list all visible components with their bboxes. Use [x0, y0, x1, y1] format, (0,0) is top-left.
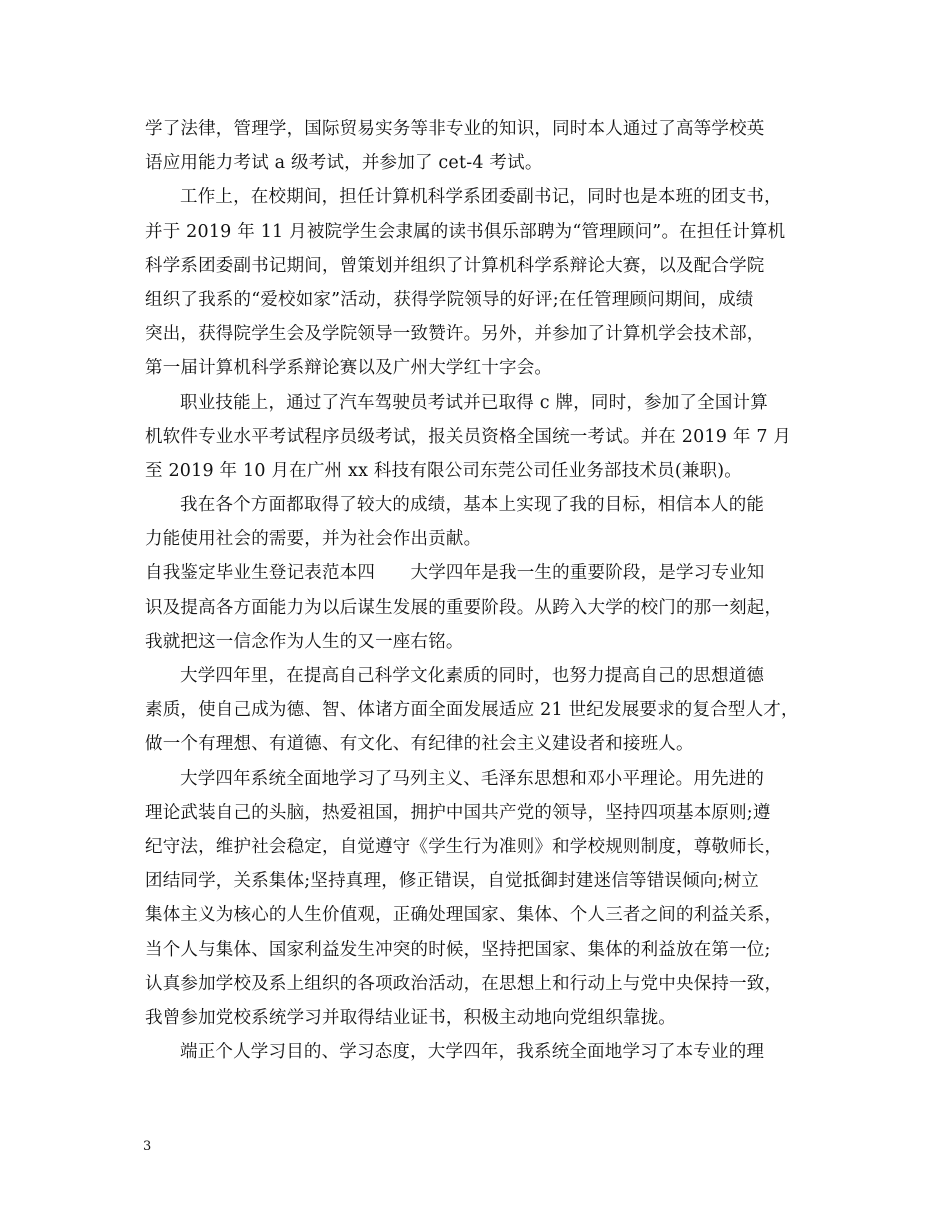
- text-line: 端正个人学习目的、学习态度，大学四年，我系统全面地学习了本专业的理: [180, 1042, 765, 1063]
- text-line: 我曾参加党校系统学习并取得结业证书，积极主动地向党组织靠拢。: [145, 1007, 676, 1028]
- text-line: 职业技能上，通过了汽车驾驶员考试并已取得 c 牌，同时，参加了全国计算: [180, 392, 768, 413]
- page-number: 3: [143, 1139, 152, 1154]
- text-line: 力能使用社会的需要，并为社会作出贡献。: [145, 529, 482, 550]
- text-line: 做一个有理想、有道德、有文化、有纪律的社会主义建设者和接班人。: [145, 734, 694, 755]
- text-line: 学了法律，管理学，国际贸易实务等非专业的知识，同时本人通过了高等学校英: [145, 119, 765, 139]
- text-line: 工作上，在校期间，担任计算机科学系团委副书记，同时也是本班的团支书，: [180, 187, 782, 208]
- text-line: 纪守法，维护社会稳定，自觉遵守《学生行为准则》和学校规则制度，尊敬师长，: [145, 836, 783, 857]
- text-line: 大学四年里，在提高自己科学文化素质的同时，也努力提高自己的思想道德: [180, 666, 765, 686]
- text-line: 理论武装自己的头脑，热爱祖国，拥护中国共产党的领导，坚持四项基本原则;遵: [145, 802, 771, 823]
- text-line: 我就把这一信念作为人生的又一座右铭。: [145, 631, 464, 652]
- text-line: 大学四年系统全面地学习了马列主义、毛泽东思想和邓小平理论。用先进的: [180, 768, 765, 789]
- document-body: [145, 112, 825, 1069]
- text-line: 识及提高各方面能力为以后谋生发展的重要阶段。从跨入大学的校门的那一刻起，: [145, 597, 783, 618]
- text-line: 机软件专业水平考试程序员级考试，报关员资格全国统一考试。并在 2019 年 7 月: [145, 426, 792, 447]
- text-line: 语应用能力考试 a 级考试，并参加了 cet-4 考试。: [145, 153, 543, 174]
- text-line: 并于 2019 年 11 月被院学生会隶属的读书俱乐部聘为“管理顾问”。在担任计算机: [145, 221, 786, 242]
- text-line: 自我鉴定毕业生登记表范本四 大学四年是我一生的重要阶段，是学习专业知: [145, 563, 765, 584]
- text-line: 突出，获得院学生会及学院领导一致赞许。另外，并参加了计算机学会技术部，: [145, 324, 765, 345]
- text-line: 认真参加学校及系上组织的各项政治活动，在思想上和行动上与党中央保持一致，: [145, 973, 783, 994]
- text-line: 科学系团委副书记期间，曾策划并组织了计算机科学系辩论大赛，以及配合学院: [145, 255, 765, 276]
- text-line: 至 2019 年 10 月在广州 xx 科技有限公司东莞公司任业务部技术员(兼职)。: [145, 460, 742, 481]
- text-line: 素质，使自己成为德、智、体诸方面全面发展适应 21 世纪发展要求的复合型人才，: [145, 700, 799, 721]
- text-line: 团结同学，关系集体;坚持真理，修正错误，自觉抵御封建迷信等错误倾向;树立: [145, 871, 759, 892]
- text-line: 第一届计算机科学系辩论赛以及广州大学红十字会。: [145, 358, 553, 379]
- text-line: 集体主义为核心的人生价值观，正确处理国家、集体、个人三者之间的利益关系，: [145, 905, 783, 926]
- text-line: 组织了我系的“爱校如家”活动，获得学院领导的好评;在任管理顾问期间，成绩: [145, 289, 754, 310]
- text-line: 当个人与集体、国家利益发生冲突的时候，坚持把国家、集体的利益放在第一位;: [145, 939, 771, 960]
- text-line: 我在各个方面都取得了较大的成绩，基本上实现了我的目标，相信本人的能: [180, 495, 765, 516]
